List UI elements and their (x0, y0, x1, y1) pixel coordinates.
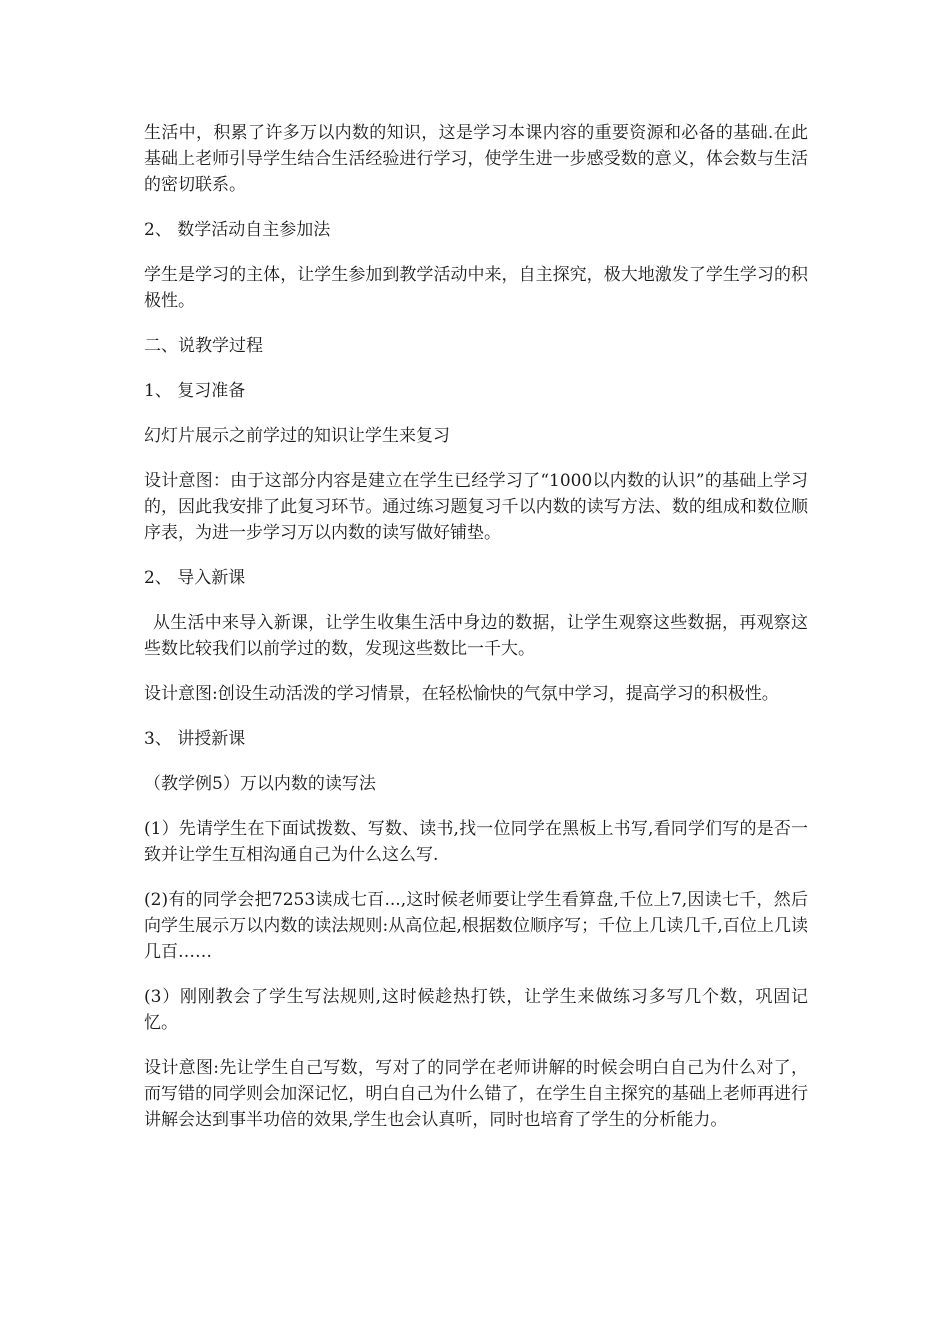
paragraph-example-5: （教学例5）万以内数的读写法 (144, 774, 376, 794)
document-body (144, 120, 808, 1152)
paragraph-design-intent-2: 设计意图:创设生动活泼的学习情景，在轻松愉快的气氛中学习，提高学习的积极性。 (144, 684, 779, 704)
paragraph-step-2: (2)有的同学会把7253读成七百...,这时候老师要让学生看算盘,千位上7,因读七千，然后向学生展示万以内数的读法规则:从高位起,根据数位顺序写；千位上几读几千,百位上几读几百…… (144, 890, 808, 962)
heading-method-2: 2、 数学活动自主参加法 (144, 220, 331, 240)
paragraph-design-intent-1: 设计意图：由于这部分内容是建立在学生已经学习了“1000以内数的认识”的基础上学习的，因此我安排了此复习环节。通过练习题复习千以内数的读写方法、数的组成和数位顺序表，为进一步学习万以内数的读写做好铺垫。 (144, 471, 808, 543)
paragraph-student-subject: 学生是学习的主体，让学生参加到教学活动中来，自主探究，极大地激发了学生学习的积极性。 (144, 265, 808, 311)
paragraph-slideshow: 幻灯片展示之前学过的知识让学生来复习 (144, 426, 450, 446)
heading-teaching-process: 二、说教学过程 (144, 336, 263, 356)
paragraph-intro-from-life: 从生活中来导入新课，让学生收集生活中身边的数据，让学生观察这些数据，再观察这些数比较我们以前学过的数，发现这些数比一千大。 (144, 613, 808, 659)
paragraph-background: 生活中，积累了许多万以内数的知识，这是学习本课内容的重要资源和必备的基础.在此基础上老师引导学生结合生活经验进行学习，使学生进一步感受数的意义，体会数与生活的密切联系。 (144, 123, 808, 195)
heading-intro-new-lesson: 2、 导入新课 (144, 568, 246, 588)
paragraph-step-3: (3）刚刚教会了学生写法规则,这时候趁热打铁，让学生来做练习多写几个数，巩固记忆。 (144, 987, 808, 1033)
paragraph-step-1: (1）先请学生在下面试拨数、写数、读书,找一位同学在黑板上书写,看同学们写的是否一致并让学生互相沟通自己为什么这么写. (144, 819, 808, 865)
paragraph-design-intent-3: 设计意图:先让学生自己写数，写对了的同学在老师讲解的时候会明白自己为什么对了，而写错的同学则会加深记忆，明白自己为什么错了，在学生自主探究的基础上老师再进行讲解会达到事半功倍的效果,学生也会认真听，同时也培育了学生的分析能力。 (144, 1058, 808, 1130)
heading-teach-new-lesson: 3、 讲授新课 (144, 729, 246, 749)
heading-review: 1、 复习准备 (144, 381, 246, 401)
